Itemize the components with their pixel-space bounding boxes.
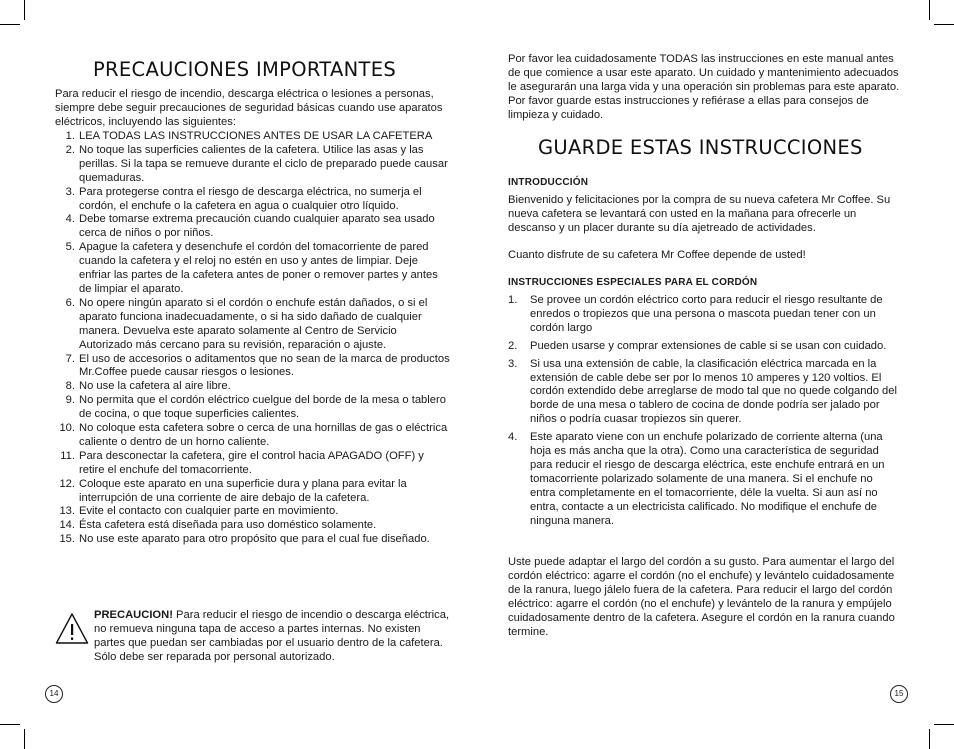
list-item: 13. Evite el contacto con cualquier parte en movimiento. (59, 505, 339, 518)
intro-paragraph: Para reducir el riesgo de incendio, descarga eléctrica o lesiones a personas, siempre debe seguir precauciones de seguridad básicas cuando use aparatos eléctricos, incluyendo las siguientes: (55, 88, 443, 128)
page-number: 15 (890, 685, 908, 703)
list-item: 1. LEA TODAS LAS INSTRUCCIONES ANTES DE USAR LA CAFETERA (65, 130, 433, 142)
crop-mark (24, 729, 25, 749)
intro-text: Bienvenido y felicitaciones por la compra de su nueva cafetera Mr Coffee. Su nueva cafetera se levantará con usted en la mañana para ofrecerle un descanso y un placer durante su día ajetreado de actividades. (508, 194, 891, 234)
crop-mark (934, 724, 954, 725)
list-item: 8. No use la cafetera al aire libre. (65, 380, 231, 393)
precautions-list (55, 130, 450, 547)
intro-paragraph: Por favor lea cuidadosamente TODAS las instrucciones en este manual antes de que comience a usar este aparato. Un cuidado y mantenimiento adecuados le asegurarán una larga vida y una operación sin problemas para este aparato. Por favor guarde estas instrucciones y refiérase a ellas para consejos de limpieza y cuidado. (508, 53, 900, 121)
list-item: 2. Pueden usarse y comprar extensiones de cable si se usan con cuidado. (508, 339, 887, 352)
page-title: PRECAUCIONES IMPORTANTES (93, 58, 397, 81)
list-item: 3. Si usa una extensión de cable, la clasificación eléctrica marcada en la extensión de cable debe ser por lo menos 10 amperes y 120 voltios. El cordón extendido debe arreglarse de modo tal que no quede colgando del borde de una mesa o tablero de cocina de donde podría ser jalado por niños o podría cuasar tropiezos sin querer. (508, 357, 897, 426)
left-page (49, 0, 450, 749)
list-item: 2. No toque las superficies calientes de la cafetera. Utilice las asas y las perillas. Si la tapa se remueve durante el ciclo de preparado puede causar quemaduras. (65, 143, 448, 184)
crop-mark (929, 729, 930, 749)
list-item: 11. Para desconectar la cafetera, gire el control hacia APAGADO (OFF) y retire el enchufe del tomacorriente. (60, 449, 424, 476)
list-item: 1. Se provee un cordón eléctrico corto para reducir el riesgo resultante de enredos o tropiezos que una persona o mascota puedan tener con un cordón largo (508, 294, 883, 334)
crop-mark (934, 24, 954, 25)
intro-heading: INTRODUCCIÓN (508, 177, 589, 188)
list-item: 14. Ésta cafetera está diseñada para uso doméstico solamente. (59, 519, 377, 532)
cord-instructions-list (508, 294, 900, 533)
cord-heading: INSTRUCCIONES ESPECIALES PARA EL CORDÓN (508, 277, 758, 288)
right-page (508, 0, 904, 749)
list-item: 7. El uso de accesorios o aditamentos que no sean de la marca de productos Mr.Coffee puede causar riesgos o lesiones. (65, 352, 450, 379)
list-item: 4. Este aparato viene con un enchufe polarizado de corriente alterna (una hoja es más ancha que la otra). Como una característica de seguridad para reducir el riesgo de descarga eléctrica, este enchufe entrará en un tomacorriente polarizado solamente de una manera. Si el enchufe no entra completamente en el tomacorriente, déle la vuelta. Si aun así no entra, contacte a un electricista calificado. No modifique el enchufe de ninguna manera. (508, 431, 885, 527)
list-item: 10. No coloque esta cafetera sobre o cerca de una hornillas de gas o eléctrica caliente o dentro de un horno caliente. (59, 422, 448, 448)
page-number: 14 (45, 685, 63, 703)
list-item: 4. Debe tomarse extrema precaución cuando cualquier aparato sea usado cerca de niños o por niños. (65, 213, 435, 240)
list-item: 3. Para protegerse contra el riesgo de descarga eléctrica, no sumerja el cordón, el enchufe o la cafetera en agua o cualquier otro líquido. (65, 185, 422, 212)
list-item: 12. Coloque este aparato en una superficie dura y plana para evitar la interrupción de una corriente de aire debajo de la cafetera. (59, 477, 407, 504)
crop-mark (24, 0, 25, 20)
closing-paragraph: Uste puede adaptar el largo del cordón a su gusto. Para aumentar el largo del cordón eléctrico: agarre el cordón (no el enchufe) y levántelo cuidadosamente de la ranura, luego jálelo fuera de la cafetera. Para reducir el largo del cordón eléctrico: agarre el cordón (no el enchufe) y levántelo de la ranura y empújelo cuidadosamente dentro de la cafetera. Asegure el cordón en la ranura cuando termine. (508, 556, 895, 638)
list-item: 5. Apague la cafetera y desenchufe el cordón del tomacorriente de pared cuando la cafetera y el reloj no estén en uso y antes de limpiar. Deje enfriar las partes de la cafetera antes de poner o remover partes y antes de limpiar el aparato. (65, 241, 438, 295)
warning-triangle-icon (55, 612, 89, 646)
warning-text: PRECAUCION! Para reducir el riesgo de incendio o descarga eléctrica, no remueva ninguna tapa de acceso a partes internas. No existen partes que puedan ser cambiadas por el usuario dentro de la cafetera. Sólo debe ser reparada por personal autorizado. (94, 609, 450, 663)
crop-mark (0, 724, 20, 725)
list-item: 9. No permita que el cordón eléctrico cuelgue del borde de la mesa o tablero de cocina, o que toque superficies calientes. (65, 394, 446, 421)
crop-mark (0, 24, 20, 25)
section-title: GUARDE ESTAS INSTRUCCIONES (538, 136, 863, 159)
intro-text-2: Cuanto disfrute de su cafetera Mr Coffee depende de usted! (508, 249, 806, 261)
warning-label: PRECAUCION! (94, 609, 173, 621)
list-item: 15. No use este aparato para otro propósito que para el cual fue diseñado. (59, 533, 430, 546)
crop-mark (929, 0, 930, 20)
list-item: 6. No opere ningún aparato si el cordón o enchufe están dañados, o si el aparato funciona inadecuadamente, o si ha sido dañado de cualquier manera. Devuelva este aparato solamente al Centro de Servicio Autorizado más cercano para su revisión, reparación o ajuste. (65, 296, 428, 351)
